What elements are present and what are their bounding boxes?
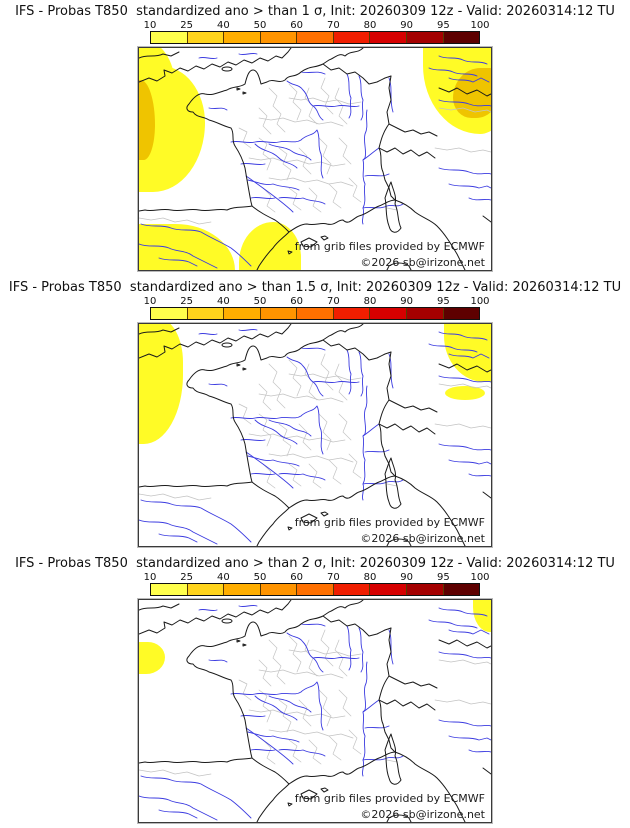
colorbar-tick: 95 <box>436 296 450 307</box>
map-prob-gt-1sigma <box>138 47 492 271</box>
colorbar-segment <box>444 584 480 595</box>
colorbar-segment <box>407 308 444 319</box>
colorbar-segment <box>224 584 261 595</box>
panel-title: IFS - Probas T850 standardized ano > than 2 σ, Init: 20260309 12z - Valid: 20260314:12 TU <box>15 556 615 571</box>
colorbar-segment <box>261 308 298 319</box>
colorbar-tick: 90 <box>400 296 414 307</box>
colorbar-tick: 90 <box>400 20 414 31</box>
attribution-source: from grib files provided by ECMWF <box>294 792 485 805</box>
colorbar-tick: 10 <box>143 20 157 31</box>
colorbar-tick: 10 <box>143 572 157 583</box>
colorbar <box>143 20 490 44</box>
colorbar-tick: 100 <box>470 20 490 31</box>
colorbar-segment <box>407 32 444 43</box>
colorbar-tick: 90 <box>400 572 414 583</box>
colorbar-tick: 80 <box>363 296 377 307</box>
attribution-copyright: ©2026 sb@irizone.net <box>360 532 485 545</box>
colorbar-ticks <box>143 296 490 307</box>
attribution-source: from grib files provided by ECMWF <box>294 240 485 253</box>
colorbar-segment <box>224 308 261 319</box>
france-basemap <box>139 48 491 270</box>
panel-title: IFS - Probas T850 standardized ano > than 1 σ, Init: 20260309 12z - Valid: 20260314:12 TU <box>15 4 615 19</box>
colorbar-tick: 10 <box>143 296 157 307</box>
colorbar-segment <box>188 308 225 319</box>
colorbar-tick: 25 <box>180 572 194 583</box>
map-prob-gt-2sigma <box>138 599 492 823</box>
colorbar-tick: 50 <box>253 20 267 31</box>
colorbar-tick: 70 <box>326 296 340 307</box>
colorbar-tick: 70 <box>326 20 340 31</box>
colorbar-tick: 95 <box>436 572 450 583</box>
colorbar <box>143 572 490 596</box>
colorbar-segment <box>334 32 371 43</box>
colorbar-ticks <box>143 572 490 583</box>
colorbar-segment <box>151 308 188 319</box>
colorbar-tick: 60 <box>290 296 304 307</box>
colorbar-tick: 95 <box>436 20 450 31</box>
attribution-copyright: ©2026 sb@irizone.net <box>360 808 485 821</box>
colorbar-tick: 60 <box>290 572 304 583</box>
map-prob-gt-1p5sigma <box>138 323 492 547</box>
panel-prob-gt-1p5sigma <box>0 276 630 552</box>
colorbar-tick: 100 <box>470 296 490 307</box>
colorbar-scale <box>150 307 480 320</box>
colorbar-tick: 25 <box>180 296 194 307</box>
colorbar-scale <box>150 31 480 44</box>
colorbar-tick: 25 <box>180 20 194 31</box>
colorbar-segment <box>370 32 407 43</box>
panel-title: IFS - Probas T850 standardized ano > than 1.5 σ, Init: 20260309 12z - Valid: 20260314:12 TU <box>8 280 622 295</box>
colorbar-segment <box>334 584 371 595</box>
colorbar-tick: 40 <box>216 572 230 583</box>
attribution-copyright: ©2026 sb@irizone.net <box>360 256 485 269</box>
france-basemap <box>139 324 491 546</box>
colorbar-segment <box>444 308 480 319</box>
colorbar-tick: 50 <box>253 572 267 583</box>
colorbar-segment <box>370 584 407 595</box>
colorbar-segment <box>261 584 298 595</box>
colorbar-tick: 60 <box>290 20 304 31</box>
colorbar-segment <box>297 308 334 319</box>
panel-prob-gt-1sigma <box>0 0 630 276</box>
colorbar-segment <box>370 308 407 319</box>
colorbar-scale <box>150 583 480 596</box>
panel-prob-gt-2sigma <box>0 552 630 828</box>
attribution-source: from grib files provided by ECMWF <box>294 516 485 529</box>
colorbar-tick: 80 <box>363 572 377 583</box>
colorbar-tick: 100 <box>470 572 490 583</box>
colorbar-segment <box>407 584 444 595</box>
colorbar-tick: 80 <box>363 20 377 31</box>
colorbar-tick: 40 <box>216 296 230 307</box>
colorbar-segment <box>444 32 480 43</box>
colorbar-ticks <box>143 20 490 31</box>
colorbar-segment <box>188 32 225 43</box>
colorbar-segment <box>151 32 188 43</box>
france-basemap <box>139 600 491 822</box>
colorbar-segment <box>151 584 188 595</box>
colorbar-tick: 40 <box>216 20 230 31</box>
colorbar-segment <box>261 32 298 43</box>
colorbar-tick: 70 <box>326 572 340 583</box>
colorbar-segment <box>297 32 334 43</box>
colorbar <box>143 296 490 320</box>
colorbar-segment <box>297 584 334 595</box>
colorbar-segment <box>334 308 371 319</box>
colorbar-segment <box>188 584 225 595</box>
colorbar-segment <box>224 32 261 43</box>
colorbar-tick: 50 <box>253 296 267 307</box>
